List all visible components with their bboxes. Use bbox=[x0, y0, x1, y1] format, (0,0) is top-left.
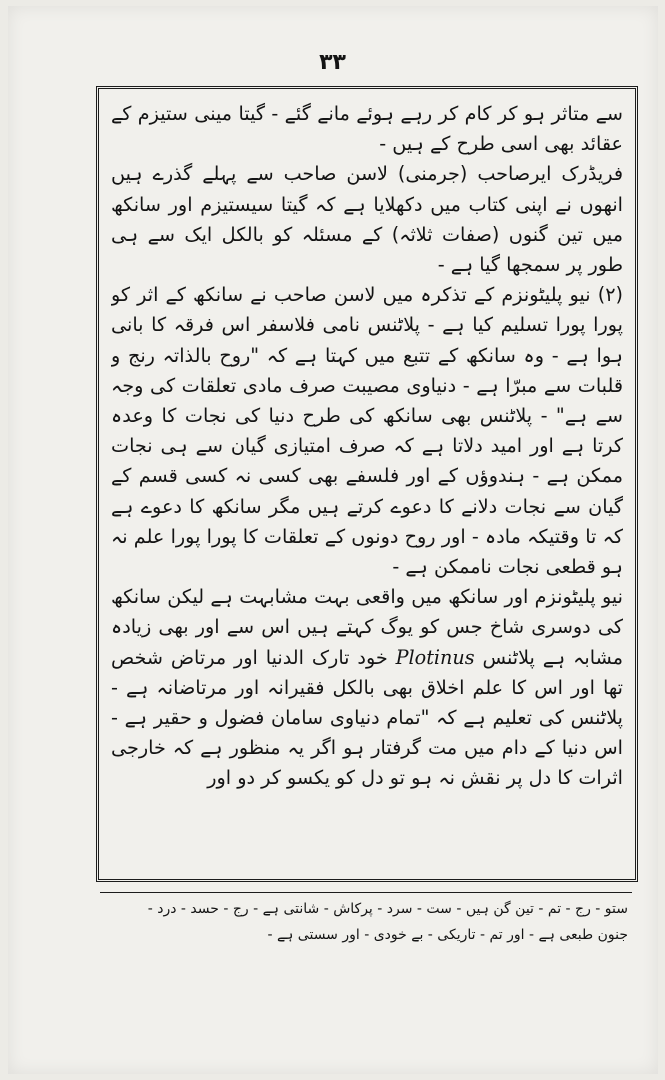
text-frame bbox=[96, 86, 638, 882]
latin-word-plotinus: Plotinus bbox=[395, 645, 475, 669]
paragraph-plotinus bbox=[111, 582, 623, 793]
footnote bbox=[104, 896, 628, 948]
page-number: ۳۳ bbox=[319, 50, 346, 75]
paragraph-neoplatonism: (۲) نیو پلیٹونزم کے تذکرہ میں لاسن صاحب نے سانکھ کے اثر کو پورا پورا تسلیم کیا ہے - پلاٹنس نامی فلاسفر اس فرقہ کا بانی ہوا ہے - وہ سانکھ کے تتبع میں کہتا ہے کہ "روح بالذاتہ رنج و قلبات سے مبرّا ہے - دنیاوی مصیبت صرف مادی تعلقات کی وجہ سے ہے" - پلاٹنس بھی سانکھ کی طرح دنیا کی نجات کا وعدہ کرتا ہے اور امید دلاتا ہے کہ صرف امتیازی گیان سے ہی نجات ممکن ہے - ہندوؤں کے اور فلسفے بھی کسی نہ کسی قسم کے گیان سے نجات دلانے کا دعوے کرتے ہیں مگر سانکھ کا دعوے ہے کہ تا وقتیکہ مادہ - اور روح دونوں کے تعلقات کا پورا پورا علم نہ ہو قطعی نجات ناممکن ہے - bbox=[111, 283, 623, 579]
footnote-line-2: جنون طبعی ہے - اور تم - تاریکی - بے خودی - اور سستی ہے - bbox=[267, 927, 628, 943]
paragraph-plotinus-text: نیو پلیٹونزم اور سانکھ میں واقعی بہت مشابہت ہے لیکن سانکھ کی دوسری شاخ جس کو یوگ کہتے ہیں اس سے اور بھی زیادہ مشابہ ہے پلاٹنس Plotinus خود تارک الدنیا اور مرتاض شخص تھا اور اس کا علم اخلاق بھی بالکل فقیرانہ اور مرتاضانہ ہے - پلاٹنس کی تعلیم ہے کہ "تمام دنیاوی سامان فضول و حقیر ہے - اس دنیا کے دام میں مت گرفتار ہو اگر یہ منظور ہے کہ خارجی اثرات کا دل پر نقش نہ ہو تو دل کو یکسو کر دو اور bbox=[111, 585, 623, 790]
paragraph-friedrich: فریڈرک ایرصاحب (جرمنی) لاسن صاحب سے پہلے گذرے ہیں انھوں نے اپنی کتاب میں دکھلایا ہے کہ گیتا سیستیزم اور سانکھ میں تین گنوں (صفات ثلاثہ) کے مسئلہ کو بالکل ایک سے ہی طور پر سمجھا گیا ہے - bbox=[111, 162, 623, 277]
footnote-line-1: ستو - رج - تم - تین گن ہیں - ست - سرد - پرکاش - شانتی ہے - رج - حسد - درد - bbox=[147, 901, 628, 917]
paragraph-continuation: سے متاثر ہو کر کام کر رہے ہوئے مانے گئے - گیتا مینی ستیزم کے عقائد بھی اسی طرح کے ہیں - bbox=[111, 102, 623, 156]
body-text bbox=[111, 99, 623, 889]
footnote-divider bbox=[100, 892, 632, 893]
